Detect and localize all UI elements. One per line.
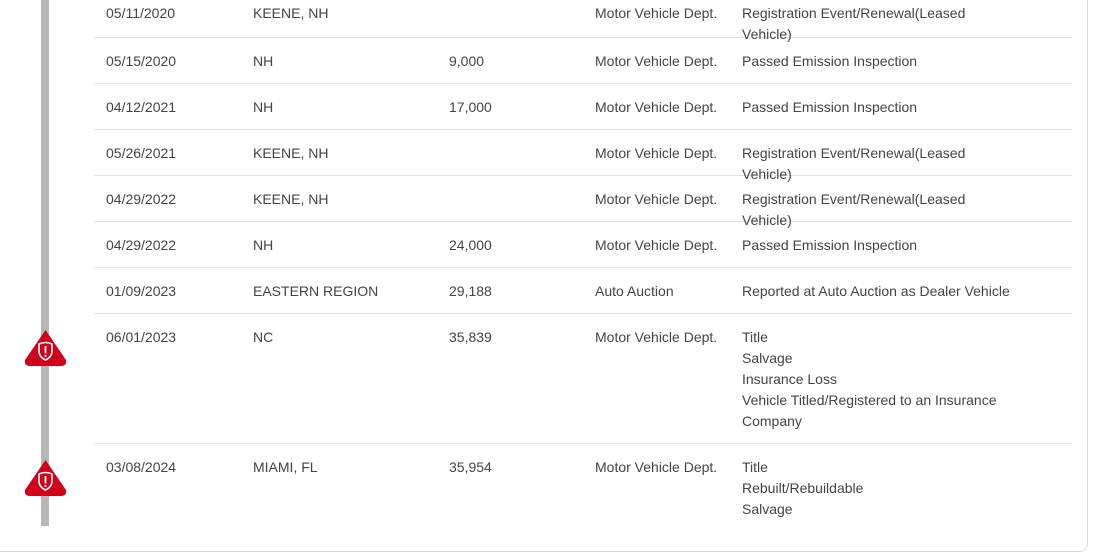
- record-date: 03/08/2024: [106, 459, 177, 475]
- record-details: [730, 97, 1072, 118]
- record-detail-line: Title: [742, 329, 768, 345]
- record-detail-line: Passed Emission Inspection: [742, 99, 918, 115]
- record-details: [730, 457, 1072, 520]
- record-detail-line: Vehicle Titled/Registered to an Insurance Company: [742, 392, 997, 429]
- record-detail-line: Title: [742, 459, 768, 475]
- record-detail-line: Rebuilt/Rebuildable: [742, 480, 864, 496]
- record-source: Motor Vehicle Dept.: [595, 237, 718, 253]
- record-source: Auto Auction: [595, 283, 674, 299]
- history-table: [94, 0, 1072, 532]
- table-row: [94, 84, 1072, 130]
- record-detail-line: Registration Event/Renewal(Leased Vehicle): [742, 145, 966, 182]
- warning-shield-icon: [23, 328, 68, 368]
- record-location: KEENE, NH: [253, 145, 329, 161]
- record-detail-line: Insurance Loss: [742, 371, 837, 387]
- table-row: [94, 130, 1072, 182]
- table-row: [94, 444, 1072, 532]
- table-row: [94, 268, 1072, 314]
- record-details: [730, 235, 1072, 256]
- record-date: 04/29/2022: [106, 191, 177, 207]
- record-source: Motor Vehicle Dept.: [595, 99, 718, 115]
- record-date: 04/29/2022: [106, 237, 177, 253]
- table-row: [94, 0, 1072, 42]
- record-detail-line: Registration Event/Renewal(Leased Vehicle): [742, 191, 966, 228]
- record-location: NH: [253, 237, 274, 253]
- record-odometer: 9,000: [449, 53, 485, 69]
- warning-shield-icon: [23, 458, 68, 498]
- record-detail-line: Passed Emission Inspection: [742, 237, 918, 253]
- record-date: 01/09/2023: [106, 283, 177, 299]
- table-row: [94, 222, 1072, 268]
- table-row: [94, 38, 1072, 84]
- record-source: Motor Vehicle Dept.: [595, 53, 718, 69]
- record-odometer: 17,000: [449, 99, 492, 115]
- record-odometer: 35,954: [449, 459, 492, 475]
- record-date: 05/15/2020: [106, 53, 177, 69]
- record-location: EASTERN REGION: [253, 283, 379, 299]
- record-location: NH: [253, 53, 274, 69]
- table-row: [94, 176, 1072, 228]
- record-details: [730, 51, 1072, 72]
- record-odometer: 24,000: [449, 237, 492, 253]
- record-location: KEENE, NH: [253, 5, 329, 21]
- table-row: [94, 314, 1072, 444]
- record-date: 05/26/2021: [106, 145, 177, 161]
- record-detail-line: Registration Event/Renewal(Leased Vehicle): [742, 5, 966, 42]
- record-detail-line: Salvage: [742, 350, 793, 366]
- record-source: Motor Vehicle Dept.: [595, 5, 718, 21]
- record-details: [730, 327, 1072, 432]
- record-detail-line: Reported at Auto Auction as Dealer Vehicle: [742, 283, 1010, 299]
- record-source: Motor Vehicle Dept.: [595, 191, 718, 207]
- record-date: 04/12/2021: [106, 99, 177, 115]
- record-location: NH: [253, 99, 274, 115]
- record-source: Motor Vehicle Dept.: [595, 329, 718, 345]
- timeline-bar: [41, 0, 49, 526]
- record-odometer: 29,188: [449, 283, 492, 299]
- record-detail-line: Passed Emission Inspection: [742, 53, 918, 69]
- record-date: 06/01/2023: [106, 329, 177, 345]
- record-date: 05/11/2020: [106, 5, 176, 21]
- record-location: NC: [253, 329, 274, 345]
- record-location: MIAMI, FL: [253, 459, 318, 475]
- record-source: Motor Vehicle Dept.: [595, 459, 718, 475]
- record-location: KEENE, NH: [253, 191, 329, 207]
- record-source: Motor Vehicle Dept.: [595, 145, 718, 161]
- record-details: [730, 281, 1072, 302]
- record-detail-line: Salvage: [742, 501, 793, 517]
- record-odometer: 35,839: [449, 329, 492, 345]
